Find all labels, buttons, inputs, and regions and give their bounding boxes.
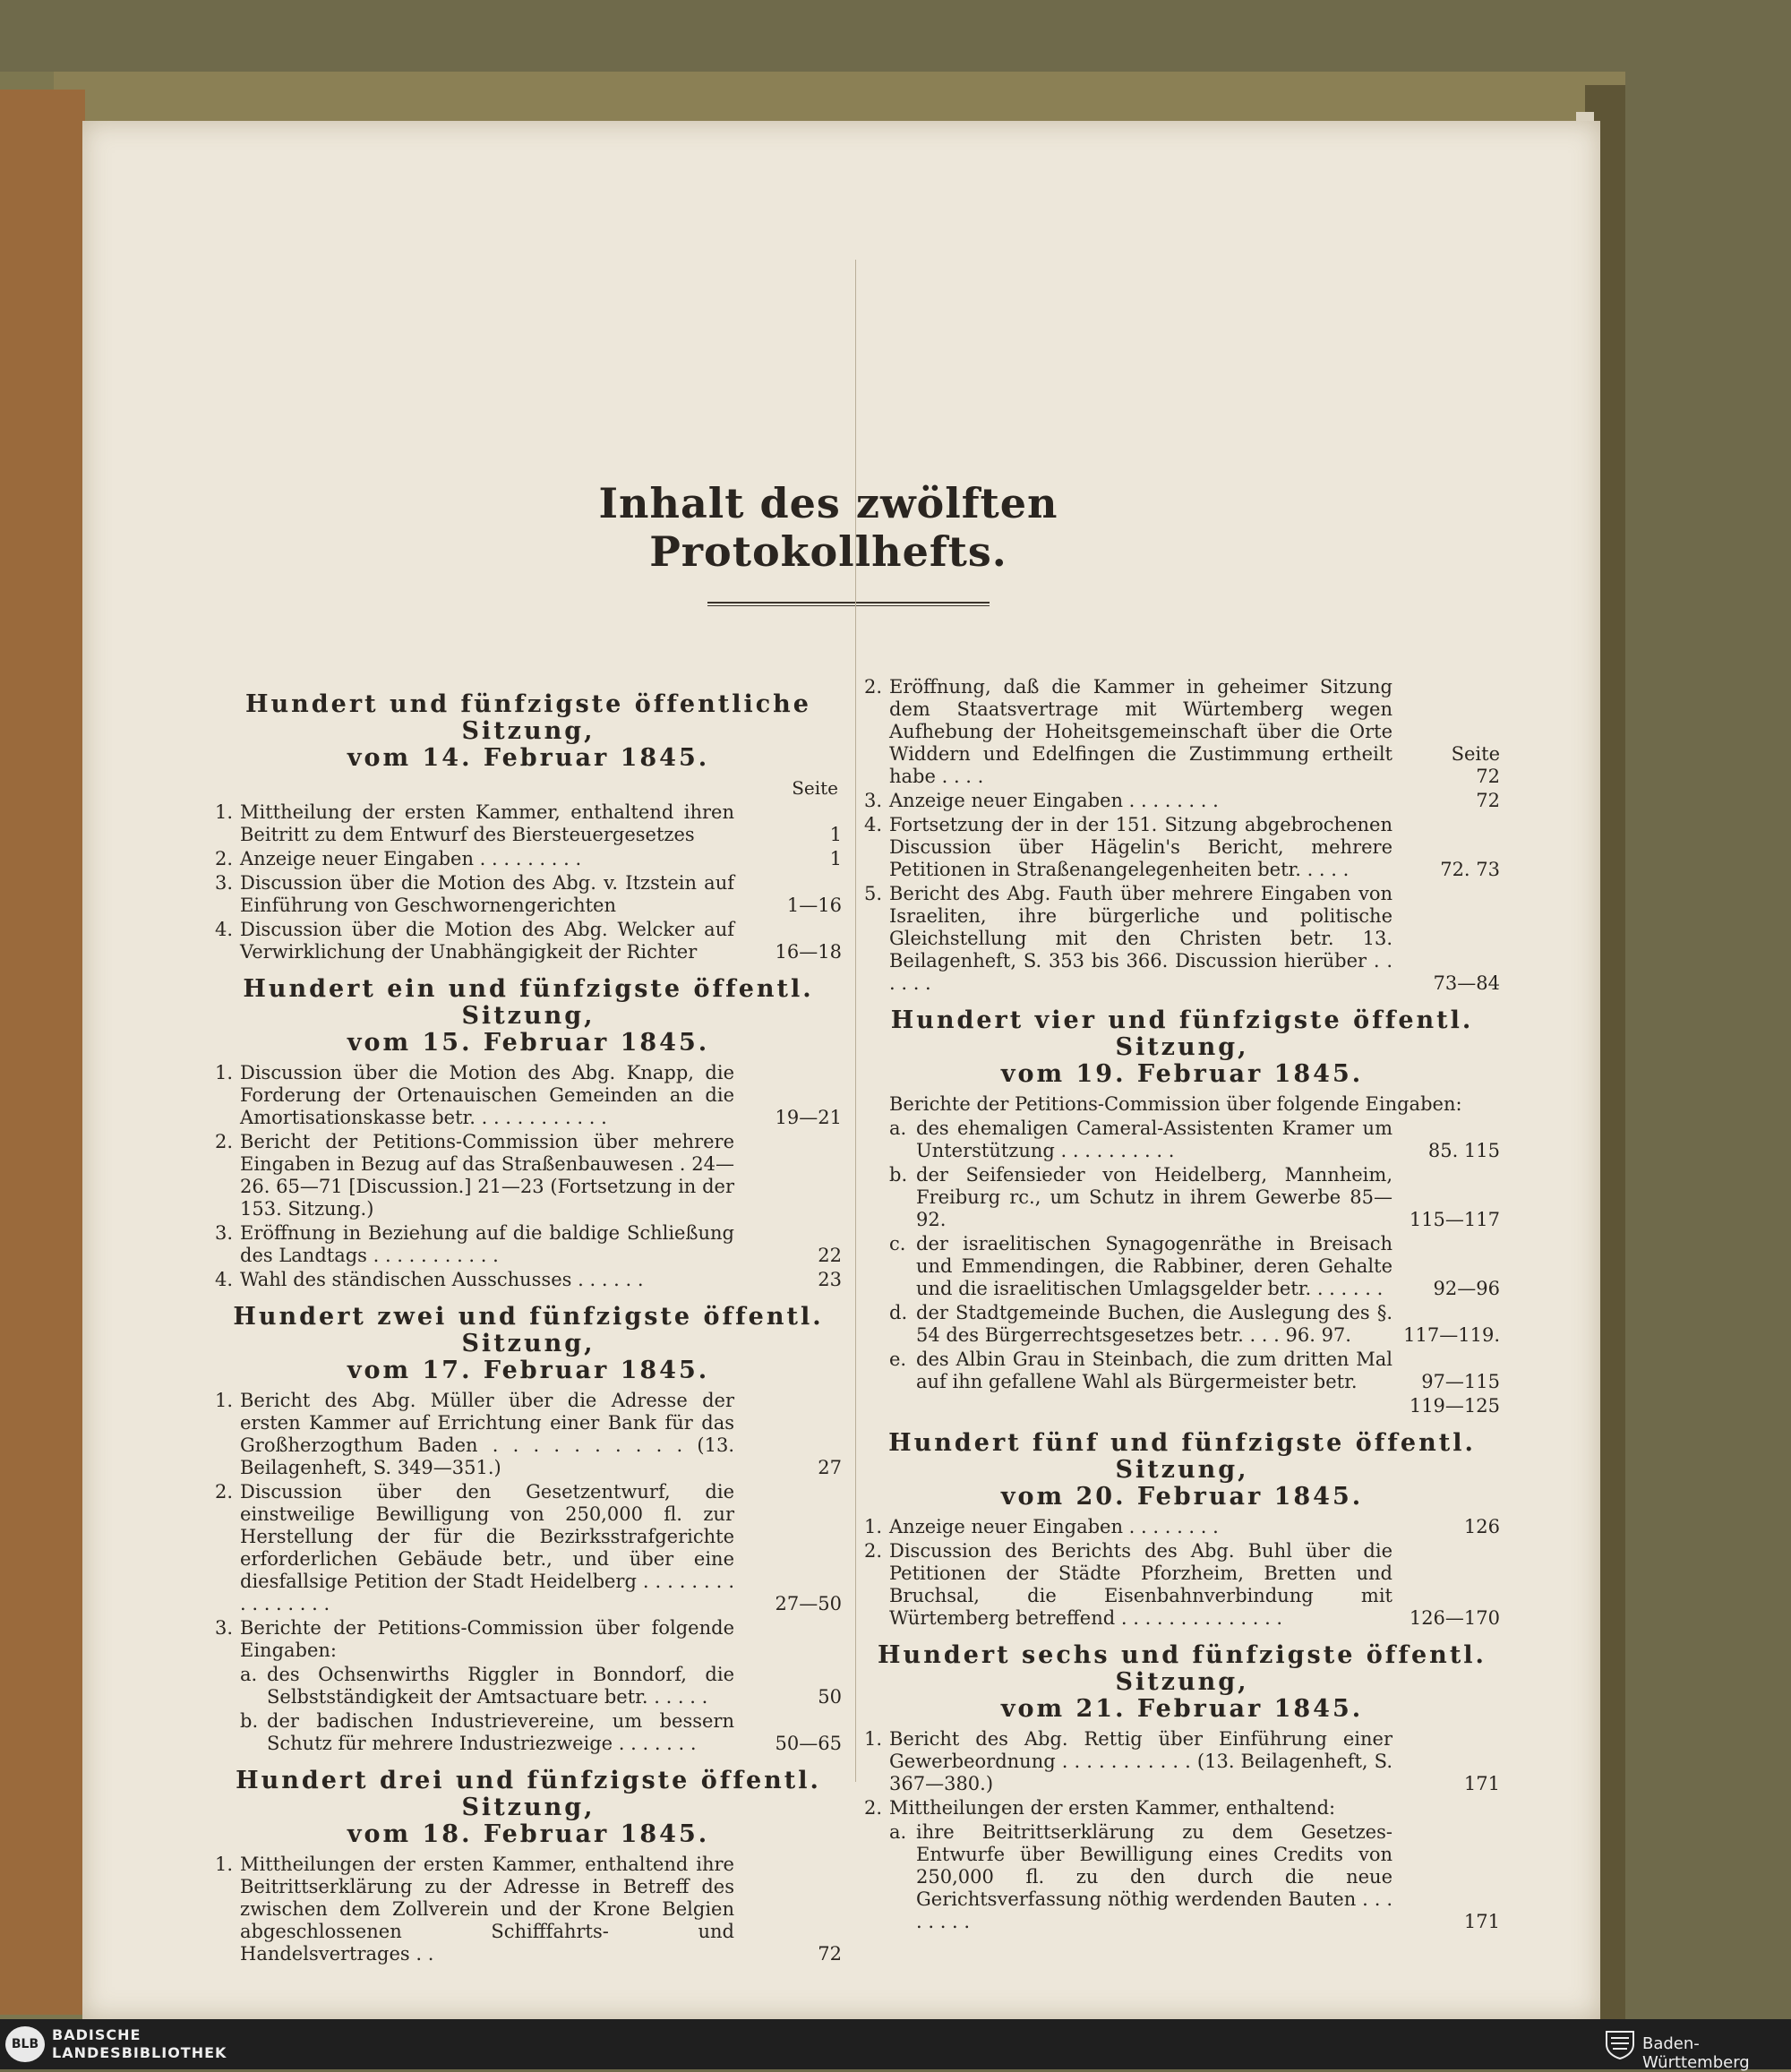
session-heading xyxy=(215,1304,842,1384)
entry-page: 1 xyxy=(829,848,842,869)
session-heading-line1: Hundert fünf und fünfzigste öffentl. Sitzung, xyxy=(888,1429,1476,1484)
entry-text: Discussion über den Gesetzentwurf, die einstweilige Bewilligung von 250,000 fl. zur Herstellung der für die Bezirksstrafgerichte erforderlichen Gebäude betr., und über eine diesfallsige Petition der Stadt Heidelberg . . . . . . . . . . . . . . . . xyxy=(240,1481,734,1614)
entry-page-number: 72 xyxy=(1476,766,1500,787)
subentry-text: der Seifensieder von Heidelberg, Mannheim, Freiburg rc., um Schutz in ihrem Gewerbe 85—92. xyxy=(916,1164,1393,1230)
subentry-letter: a. xyxy=(889,1117,907,1139)
entry-page: 171 xyxy=(1463,1773,1500,1794)
book-cover-top-edge xyxy=(54,72,1625,125)
entry-page: 126 xyxy=(1463,1516,1500,1537)
entry-number: 4. xyxy=(215,1269,234,1290)
toc-entry xyxy=(864,814,1500,881)
right-column xyxy=(864,676,1500,1935)
entry-text: Anzeige neuer Eingaben . . . . . . . . . xyxy=(240,848,582,869)
entry-number: 1. xyxy=(864,1728,883,1750)
entry-number: 5. xyxy=(864,883,883,904)
toc-entry xyxy=(215,1854,842,1965)
subentry-page: 50—65 xyxy=(775,1733,842,1754)
entry-number: 1. xyxy=(215,1062,234,1083)
toc-entry xyxy=(215,919,842,963)
session-heading-line1: Hundert drei und fünfzigste öffentl. Sitzung, xyxy=(236,1767,821,1821)
session-heading-line2: vom 14. Februar 1845. xyxy=(347,744,710,772)
entry-text: Bericht des Abg. Müller über die Adresse der ersten Kammer auf Errichtung einer Bank für das Großherzogthum Baden . . . . . . . . . . (13. Beilagenheft, S. 349—351.) xyxy=(240,1390,734,1478)
entry-text: Anzeige neuer Eingaben . . . . . . . . xyxy=(889,790,1219,811)
subentry-letter: d. xyxy=(889,1302,908,1323)
entry-text: Mittheilung der ersten Kammer, enthaltend ihren Beitritt zu dem Entwurf des Biersteuergesetzes xyxy=(240,801,734,845)
toc-subentry xyxy=(889,1233,1500,1300)
entry-number: 1. xyxy=(864,1516,883,1537)
subentry-letter: e. xyxy=(889,1349,907,1370)
subentry-page: 92—96 xyxy=(1433,1278,1500,1299)
library-name-line1: BADISCHE xyxy=(52,2026,141,2043)
session-heading-line2: vom 17. Februar 1845. xyxy=(347,1357,710,1384)
subentry-page: 171 xyxy=(1463,1911,1500,1932)
entry-number: 3. xyxy=(215,872,234,894)
entry-page: 22 xyxy=(818,1245,842,1266)
entry-text: Bericht der Petitions-Commission über mehrere Eingaben in Bezug auf das Straßenbauwesen . 24—26. 65—71 [Discussion.] 21—23 (Fortsetzung in der 153. Sitzung.) xyxy=(240,1131,734,1220)
toc-entry xyxy=(215,1481,842,1615)
entry-text: Eröffnung, daß die Kammer in geheimer Sitzung dem Staatsvertrage mit Würtemberg wegen Aufhebung der Hoheitsgemeinschaft über die Orte Widdern und Edelfingen die Zustimmung ertheilt habe . . . . xyxy=(889,676,1393,787)
toc-subentry xyxy=(889,1349,1500,1393)
session-heading-line2: vom 15. Februar 1845. xyxy=(347,1029,710,1057)
state-label[interactable]: Baden-Württemberg xyxy=(1642,2034,1750,2072)
session-heading xyxy=(864,1007,1500,1088)
toc-entry xyxy=(864,1797,1500,1819)
entry-number: 2. xyxy=(864,1540,883,1562)
session-heading-line2: vom 21. Februar 1845. xyxy=(1000,1695,1364,1723)
toc-entry xyxy=(215,1222,842,1267)
toc-entry xyxy=(215,1269,842,1291)
subentry-page: 85. 115 xyxy=(1427,1140,1500,1161)
left-column xyxy=(215,679,842,1967)
entry-page xyxy=(1393,743,1500,788)
toc-entry xyxy=(215,1617,842,1662)
entry-page: 16—18 xyxy=(775,941,842,963)
entry-page: 19—21 xyxy=(775,1107,842,1128)
entry-number: 4. xyxy=(864,814,883,835)
subentry-page: 115—117 xyxy=(1409,1209,1500,1230)
session-152 xyxy=(215,1304,842,1755)
entry-page: 27 xyxy=(818,1457,842,1478)
subentry-text: ihre Beitrittserklärung zu dem Gesetzes-Entwurfe über Bewilligung eines Credits von 250,000 fl. zu den durch die neue Gerichtsverfassung nöthig werdenden Bauten . . . . . . . . xyxy=(916,1821,1393,1932)
leather-binding xyxy=(0,90,85,2015)
toc-entry xyxy=(864,1540,1500,1630)
session-156 xyxy=(864,1642,1500,1933)
entry-page: 73—84 xyxy=(1433,972,1500,994)
entry-page: 72 xyxy=(1476,790,1500,811)
session-heading-line1: Hundert zwei und fünfzigste öffentl. Sitzung, xyxy=(233,1303,824,1357)
seite-label: Seite xyxy=(1451,743,1500,765)
title-rule xyxy=(707,602,990,606)
entry-text: Bericht des Abg. Rettig über Einführung einer Gewerbeordnung . . . . . . . . . . . (13. Beilagenheft, S. 367—380.) xyxy=(889,1728,1393,1794)
subentry-text: der israelitischen Synagogenräthe in Breisach und Emmendingen, die Rabbiner, deren Gehalte und die israelitischen Umlagsgelder betr. . . . . . . xyxy=(916,1233,1393,1299)
session-heading-line2: vom 18. Februar 1845. xyxy=(347,1820,710,1848)
toc-entry xyxy=(215,848,842,870)
session-154 xyxy=(864,1007,1500,1417)
entry-page: 23 xyxy=(818,1269,842,1290)
subentry-page: 97—115 xyxy=(1421,1371,1500,1392)
subentry-letter: b. xyxy=(889,1164,908,1186)
entry-page: 1—16 xyxy=(786,895,842,916)
toc-entry xyxy=(864,790,1500,812)
entry-text: Discussion über die Motion des Abg. Knapp, die Forderung der Ortenauischen Gemeinden an die Amortisationskasse betr. . . . . . . . . . . . xyxy=(240,1062,734,1128)
session-heading-line2: vom 19. Februar 1845. xyxy=(1000,1060,1364,1088)
entry-text: Mittheilungen der ersten Kammer, enthaltend: xyxy=(889,1797,1336,1819)
subentry-text: des ehemaligen Cameral-Assistenten Kramer um Unterstützung . . . . . . . . . . xyxy=(916,1117,1393,1161)
entry-text: Fortsetzung der in der 151. Sitzung abgebrochenen Discussion über Hägelin's Bericht, mehrere Petitionen in Straßenangelegenheiten betr. . . . . xyxy=(889,814,1393,880)
entry-text: Wahl des ständischen Ausschusses . . . . . . xyxy=(240,1269,644,1290)
entry-page: 72. 73 xyxy=(1440,859,1500,880)
entry-page: 126—170 xyxy=(1409,1607,1500,1629)
extra-page-range: 119—125 xyxy=(1409,1395,1500,1417)
entry-page: 27—50 xyxy=(775,1593,842,1614)
toc-entry xyxy=(215,1390,842,1479)
toc-entry xyxy=(864,1516,1500,1538)
entry-text: Eröffnung in Beziehung auf die baldige Schließung des Landtags . . . . . . . . . . . xyxy=(240,1222,734,1266)
entry-number: 2. xyxy=(215,1481,234,1503)
session-151 xyxy=(215,976,842,1291)
session-heading xyxy=(215,1768,842,1848)
entry-number: 2. xyxy=(864,1797,883,1819)
subentry-text: der Stadtgemeinde Buchen, die Auslegung des §. 54 des Bürgerrechtsgesetzes betr. . . . 96. 97. xyxy=(916,1302,1393,1346)
session-heading-line1: Hundert vier und fünfzigste öffentl. Sitzung, xyxy=(890,1006,1474,1061)
entry-text: Berichte der Petitions-Commission über folgende Eingaben: xyxy=(240,1617,734,1661)
subentry-text: der badischen Industrievereine, um bessern Schutz für mehrere Industriezweige . . . . . . . xyxy=(267,1710,734,1754)
toc-entry xyxy=(864,883,1500,995)
toc-entry xyxy=(215,872,842,917)
toc-entry xyxy=(864,676,1500,788)
session-153 xyxy=(215,1768,842,1965)
entry-text: Discussion über die Motion des Abg. v. Itzstein auf Einführung von Geschwornengerichten xyxy=(240,872,734,916)
seite-label: Seite xyxy=(792,777,838,799)
session-heading-line2: vom 20. Februar 1845. xyxy=(1000,1483,1364,1511)
coat-of-arms-icon xyxy=(1605,2028,1635,2060)
toc-subentry xyxy=(240,1664,842,1708)
toc-entry xyxy=(864,1728,1500,1795)
session-155 xyxy=(864,1430,1500,1630)
subentry-letter: c. xyxy=(889,1233,906,1254)
entry-text: Bericht des Abg. Fauth über mehrere Eingaben von Israeliten, ihre bürgerliche und politische Gleichstellung mit den Christen betr. 13. Beilagenheft, S. 353 bis 366. Discussion hierüber . . . . . . xyxy=(889,883,1393,994)
entry-text: Anzeige neuer Eingaben . . . . . . . . xyxy=(889,1516,1219,1537)
session-heading xyxy=(864,1430,1500,1511)
entry-number: 3. xyxy=(215,1222,234,1244)
entry-number: 1. xyxy=(215,801,234,823)
subentry-letter: a. xyxy=(240,1664,258,1685)
toc-subentry xyxy=(240,1710,842,1755)
blb-logo[interactable]: BLB xyxy=(5,2026,45,2062)
toc-subentry xyxy=(889,1302,1500,1347)
entry-text: Discussion über die Motion des Abg. Welcker auf Verwirklichung der Unabhängigkeit der Richter xyxy=(240,919,734,963)
entry-number: 3. xyxy=(215,1617,234,1639)
footer-bar xyxy=(0,2019,1791,2072)
entry-number: 2. xyxy=(215,848,234,869)
entry-page: 72 xyxy=(818,1943,842,1965)
session-heading-line1: Hundert sechs und fünfzigste öffentl. Sitzung, xyxy=(878,1641,1487,1696)
session-intro: Berichte der Petitions-Commission über folgende Eingaben: xyxy=(889,1093,1462,1115)
toc-entry xyxy=(215,1131,842,1220)
session-heading xyxy=(864,1642,1500,1723)
toc-subentry xyxy=(889,1117,1500,1162)
entry-text: Discussion des Berichts des Abg. Buhl über die Petitionen der Städte Pforzheim, Bretten und Bruchsal, die Eisenbahnverbindung mit Würtemberg betreffend . . . . . . . . . . . . . . xyxy=(889,1540,1393,1629)
entry-number: 4. xyxy=(215,919,234,940)
page-title: Inhalt des zwölften Protokollhefts. xyxy=(598,479,1058,576)
entry-page: 1 xyxy=(829,824,842,845)
subentry-letter: b. xyxy=(240,1710,259,1732)
entry-number: 3. xyxy=(864,790,883,811)
entry-number: 1. xyxy=(215,1854,234,1875)
column-divider xyxy=(855,260,856,1782)
toc-subentry xyxy=(889,1821,1500,1933)
session-heading-line1: Hundert ein und fünfzigste öffentl. Sitzung, xyxy=(243,975,814,1030)
subentry-letter: a. xyxy=(889,1821,907,1843)
session-150 xyxy=(215,691,842,963)
library-name xyxy=(52,2026,227,2062)
subentry-page: 50 xyxy=(818,1686,842,1708)
session-heading xyxy=(215,976,842,1057)
entry-text: Mittheilungen der ersten Kammer, enthaltend ihre Beitrittserklärung zu der Adresse in Betreff des zwischen dem Zollverein und der Krone Belgien abgeschlossenen Schifffahrts- und Handelsvertrages . . xyxy=(240,1854,734,1965)
session-153-continued xyxy=(864,676,1500,995)
subentry-text: des Ochsenwirths Riggler in Bonndorf, die Selbstständigkeit der Amtsactuare betr. . . . . . xyxy=(267,1664,734,1708)
session-heading-line1: Hundert und fünfzigste öffentliche Sitzung, xyxy=(245,690,811,745)
subentry-text: des Albin Grau in Steinbach, die zum dritten Mal auf ihn gefallene Wahl als Bürgermeister betr. xyxy=(916,1349,1393,1392)
subentry-page: 117—119. xyxy=(1403,1324,1500,1346)
toc-entry xyxy=(215,801,842,846)
entry-number: 2. xyxy=(864,676,883,698)
session-heading xyxy=(215,691,842,772)
toc-subentry xyxy=(889,1164,1500,1231)
entry-number: 1. xyxy=(215,1390,234,1411)
entry-number: 2. xyxy=(215,1131,234,1152)
library-name-line2: LANDESBIBLIOTHEK xyxy=(52,2044,227,2061)
toc-entry xyxy=(215,1062,842,1129)
